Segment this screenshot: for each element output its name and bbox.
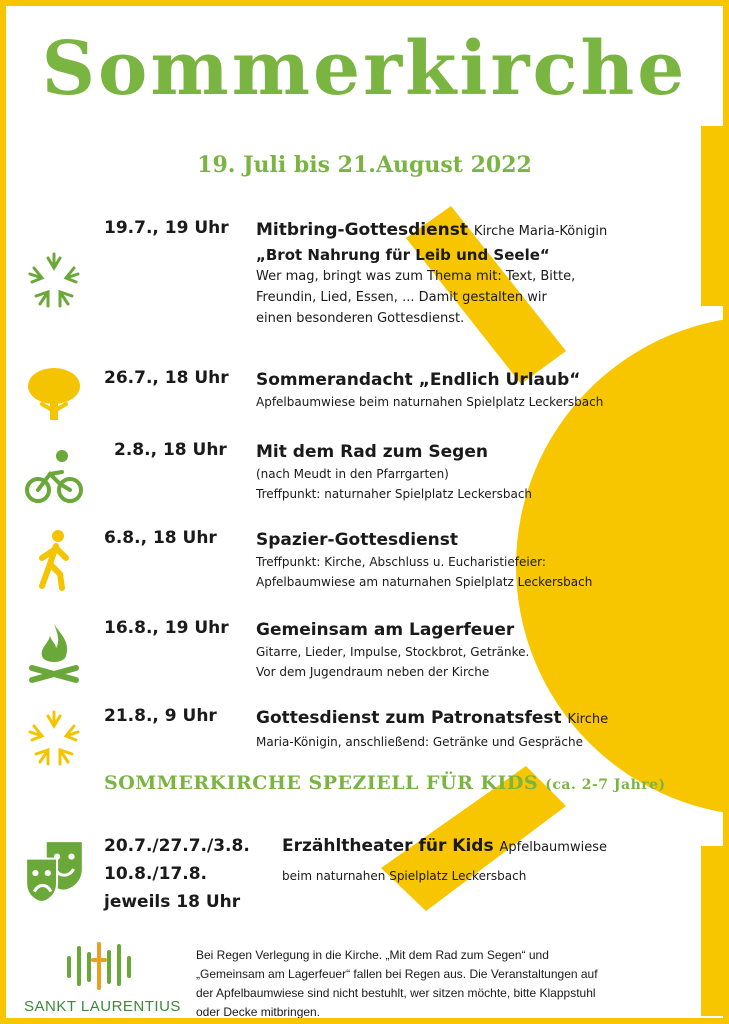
event-desc-line: Gitarre, Lieder, Impulse, Stockbrot, Getränke. [256,645,530,659]
footer-note-line: Bei Regen Verlegung in die Kirche. „Mit dem Rad zum Segen“ und [196,948,549,962]
event-body [256,218,726,329]
event-desc-line: Treffpunkt: Kirche, Abschluss u. Eucharistiefeier: [256,555,546,569]
footer-note-line: „Gemeinsam am Lagerfeuer“ fallen bei Regen aus. Die Veranstaltungen auf [196,967,598,981]
event-title: Gemeinsam am Lagerfeuer [256,620,515,640]
logo-text: SANKT LAURENTIUS [24,998,181,1015]
event-desc-line: (nach Meudt in den Pfarrgarten) [256,467,449,481]
event-desc-line: Freundin, Lied, Essen, ... Damit gestalten wir [256,290,547,305]
kids-event-place: Apfelbaumwiese [499,840,607,855]
hands-circle-icon [22,248,86,312]
event-subtitle: „Brot Nahrung für Leib und Seele“ [256,246,550,264]
kids-date-line: 20.7./27.7./3.8. [104,836,250,856]
footer-note-line: der Apfelbaumwiese sind nicht bestuhlt, wer sitzen möchte, bitte Klappstuhl [196,986,596,1000]
event-body [256,706,726,752]
kids-date-line: 10.8./17.8. [104,864,208,884]
event-desc-line: Apfelbaumwiese am naturnahen Spielplatz Leckersbach [256,575,593,589]
event-time: 2.8., 18 Uhr [114,440,227,460]
event-body [256,618,726,682]
kids-heading [104,772,666,794]
event-title: Gottesdienst zum Patronatsfest [256,708,562,728]
tree-icon [22,364,86,428]
kids-age-note: (ca. 2-7 Jahre) [545,777,666,793]
kids-event-body [282,834,722,886]
page-title: Sommerkirche [41,26,688,112]
event-place: Kirche Maria-Königin [473,224,608,239]
parish-logo [24,940,181,1022]
event-body [256,368,726,412]
event-time: 26.7., 18 Uhr [104,368,229,388]
event-body [256,528,726,592]
event-time: 16.8., 19 Uhr [104,618,229,638]
cyclist-icon [22,444,86,508]
kids-heading-text: SOMMERKIRCHE SPEZIELL FÜR KIDS [104,772,539,794]
event-title: Mit dem Rad zum Segen [256,442,488,462]
campfire-icon [22,620,86,684]
event-desc-line: einen besonderen Gottesdienst. [256,311,465,326]
theater-masks-icon [22,838,88,904]
footer-note-line: oder Decke mitbringen. [196,1005,321,1019]
hands-circle-icon [22,706,86,770]
laurentius-logo-icon [59,940,139,990]
event-time: 21.8., 9 Uhr [104,706,217,726]
footer-note [196,946,716,1022]
event-place: Kirche [567,712,609,727]
kids-event-title: Erzähltheater für Kids [282,836,494,856]
walker-icon [22,528,86,592]
event-desc-line: Maria-Königin, anschließend: Getränke und Gespräche [256,735,583,749]
event-desc-line: Vor dem Jugendraum neben der Kirche [256,665,490,679]
event-title: Sommerandacht „Endlich Urlaub“ [256,370,581,390]
kids-event-desc: beim naturnahen Spielplatz Leckersbach [282,869,527,883]
event-desc-line: Apfelbaumwiese beim naturnahen Spielplatz Leckersbach [256,395,604,409]
event-title: Spazier-Gottesdienst [256,530,458,550]
kids-dates [104,832,250,916]
event-time: 19.7., 19 Uhr [104,218,229,238]
event-title: Mitbring-Gottesdienst [256,220,468,240]
kids-date-line: jeweils 18 Uhr [104,892,241,912]
event-desc-line: Wer mag, bringt was zum Thema mit: Text, Bitte, [256,269,576,284]
event-desc-line: Treffpunkt: naturnaher Spielplatz Leckersbach [256,487,533,501]
event-body [256,440,726,504]
event-time: 6.8., 18 Uhr [104,528,217,548]
date-range: 19. Juli bis 21.August 2022 [197,152,532,178]
